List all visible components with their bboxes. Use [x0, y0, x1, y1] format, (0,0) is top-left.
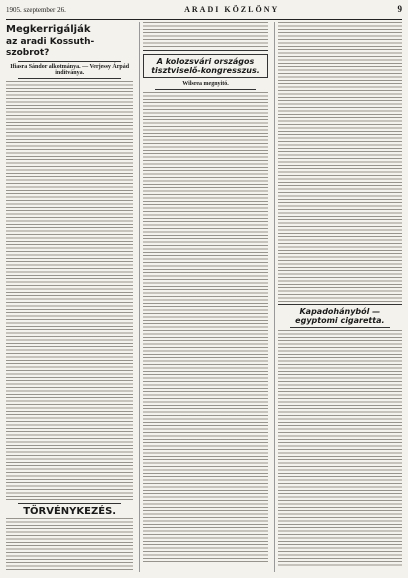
newspaper-page: [6, 4, 402, 574]
divider: [278, 304, 402, 305]
issue-date: 1905. szeptember 26.: [6, 6, 66, 14]
paper-name: ARADI KÖZLÖNY: [184, 5, 280, 14]
section-title-kapadohany: Kapadohányból — egyptomi cigaretta.: [295, 307, 385, 325]
column-3: [274, 22, 402, 572]
article-subheading: Wilsrea megnyitó.: [182, 81, 229, 87]
divider: [155, 89, 255, 90]
article-text: [6, 518, 133, 572]
divider: [143, 50, 267, 51]
masthead: [6, 4, 402, 20]
article-heading-box: [143, 54, 267, 78]
subheadline: Ifiasra Sándor alkotmánya. — Verjessy Árpád indítványa.: [10, 64, 130, 76]
divider: [18, 78, 121, 79]
column-2: [139, 22, 267, 572]
article-heading: A kolozsvári országos tisztviselő-kongresszus.: [151, 57, 260, 75]
headline-line-1: Megkerrigálják: [6, 24, 91, 35]
headline-line-2: az aradi Kossuth-szobrot?: [6, 37, 95, 58]
article-text: [143, 92, 267, 562]
article-text: [278, 330, 402, 566]
page-number: 9: [397, 4, 402, 14]
column-1: [6, 22, 133, 572]
divider: [18, 503, 121, 504]
article-text: [143, 22, 267, 48]
columns: [6, 22, 402, 572]
divider: [18, 61, 121, 62]
article-text: [278, 22, 402, 302]
section-title-torvenykezes: TÖRVÉNYKEZÉS.: [23, 506, 117, 517]
article-text: [6, 81, 133, 501]
divider: [290, 327, 390, 328]
